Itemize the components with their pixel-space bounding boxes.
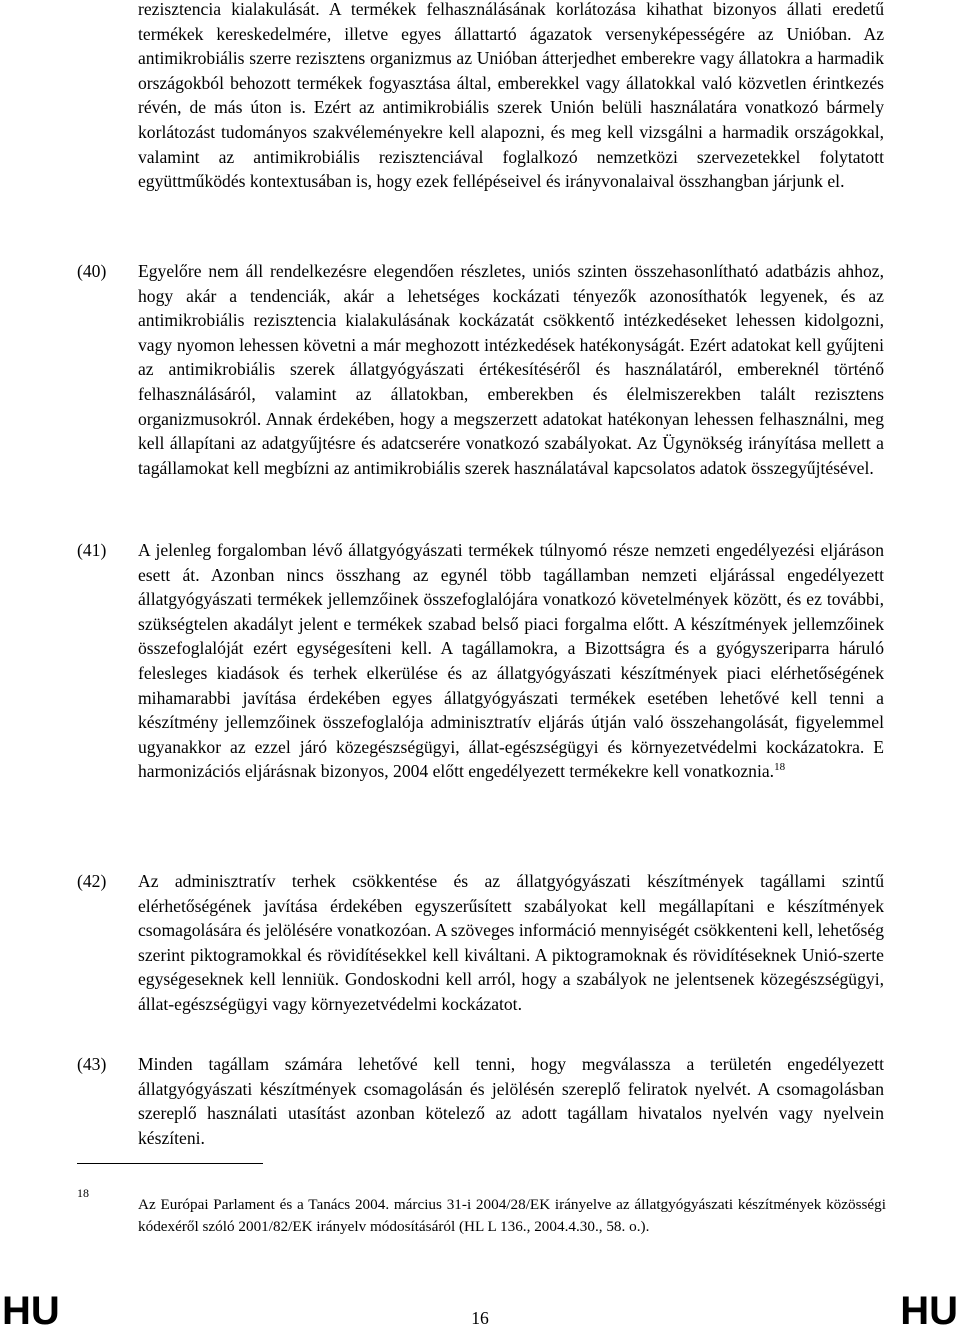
footnote-text: Az Európai Parlament és a Tanács 2004. március 31-i 2004/28/EK irányelve az állatgyógyászati készítmények közösségi kódexéről szóló 2001/82/EK irányelv módosításáról (HL L 136., 2004.4.30., 58. o.). xyxy=(138,1196,886,1235)
intro-paragraph: rezisztencia kialakulását. A termékek felhasználásának korlátozása kihathat bizonyos állati eredetű termékek kereskedelmére, illetve egyes állattartó ágazatok versenyképességére az Unióban. Az antimikrobiális szerre rezisztens organizmus az Unióban átterjedhet emberekre vagy állatokra a harmadik országokból behozott termékek fogyasztása által, emberekkel vagy állatokkal való közvetlen érintkezés révén, de más úton is. Ezért az antimikrobiális szerek Unión belüli használatára vonatkozó bármely korlátozást tudományos szakvéleményekre kell alapozni, és meg kell vizsgálni a harmadik országokkal, valamint az antimikrobiális rezisztenciával foglalkozó nemzetközi szervezetekkel folytatott együttműködés kontextusában is, hogy ezek fellépéseivel és irányvonalaival összhangban járjunk el. xyxy=(138,0,884,192)
language-code-right: HU xyxy=(900,1289,958,1333)
recital-text-41-body: A jelenleg forgalomban lévő állatgyógyászati termékek túlnyomó része nemzeti engedélyezési eljáráson esett át. Azonban nincs összhang az egynél több tagállamban nemzeti eljárással engedélyezett állatgyógyászati termékek jellemzőinek összefoglalójára vonatkozó követelmények között, és ez további, szükségtelen akadályt jelent e termékek szabad belső piaci forgalma előtt. A készítmények jellemzőinek összefoglalóját ezért egységesíteni kell. A tagállamokra, a Bizottságra és a gyógyszeriparra háruló felesleges kiadások és terhek elkerülése és az állatgyógyászati készítmények piaci elérhetőségének mihamarabbi javítása érdekében egyes állatgyógyászati termékek esetében lehetővé kell tenni a készítmény jellemzőinek összefoglalója adminisztratív eljárás útján való összehangolását, figyelemmel ugyanakkor az ezzel járó közegészségügyi, állat-egészségügyi és környezetvédelmi kockázatokra. E harmonizációs eljárásnak bizonyos, 2004 előtt engedélyezett termékekre kell vonatkoznia. xyxy=(138,540,884,782)
footnote-reference[interactable]: 18 xyxy=(774,761,786,774)
recital-text-40: Egyelőre nem áll rendelkezésre elegendően részletes, uniós szinten összehasonlítható adatbázis ahhoz, hogy akár a tendenciák, akár a lehetséges kockázati tényezők azonosíthatók legyenek, és az antimikrobiális rezisztencia kialakulásának kockázatát csökkentő intézkedéseket lehessen kidolgozni, vagy nyomon lehessen követni a már meghozott intézkedések hatékonyságát. Ezért adatokat kell gyűjteni az antimikrobiális szerek állatgyógyászati értékesítéséről és használatáról, embereknél történő felhasználásáról, valamint az állatokban, emberekben és élelmiszerekben talált rezisztens organizmusokról. Annak érdekében, hogy a megszerzett adatokat hatékonyan lehessen felhasználni, meg kell állapítani az adatgyűjtésre és adatcserére vonatkozó szabályokat. Az Ügynökség irányítása mellett a tagállamokat kell megbízni az antimikrobiális szerek használatával kapcsolatos adatok összegyűjtésével. xyxy=(138,261,884,478)
recital-number-43: (43) xyxy=(77,1054,107,1074)
recital-text-42: Az adminisztratív terhek csökkentése és az állatgyógyászati készítmények tagállami szintű elérhetőségének javítása érdekében egyszerűsített szabályokat kell megállapítani e készítmények csomagolására és jelölésére vonatkozóan. A szöveges információ mennyiségét csökkenteni kell, lehetőség szerint piktogramokkal és rövidítésekkel kell kiváltani. A piktogramoknak és rövidítéseknek Unió-szerte egységeseknek kell lenniük. Gondoskodni kell arról, hogy a szabályok ne jelentsenek közegészségügyi, állat-egészségügyi vagy környezetvédelmi kockázatot. xyxy=(138,871,884,1014)
footnote-separator xyxy=(77,1163,263,1164)
recital-number-42: (42) xyxy=(77,871,107,891)
page-number: 16 xyxy=(471,1308,489,1328)
recital-text-43: Minden tagállam számára lehetővé kell tenni, hogy megválassza a területén engedélyezett állatgyógyászati készítmények csomagolásán és jelölésén szereplő feliratok nyelvét. A csomagolásban szereplő használati utasítást azonban kötelező az adott tagállam hivatalos nyelvén vagy nyelvein készíteni. xyxy=(138,1054,884,1148)
language-code-left: HU xyxy=(2,1289,60,1333)
footnote-number: 18 xyxy=(77,1186,89,1200)
recital-text-41 xyxy=(138,538,884,784)
recital-number-40: (40) xyxy=(77,261,107,281)
recital-number-41: (41) xyxy=(77,540,107,560)
